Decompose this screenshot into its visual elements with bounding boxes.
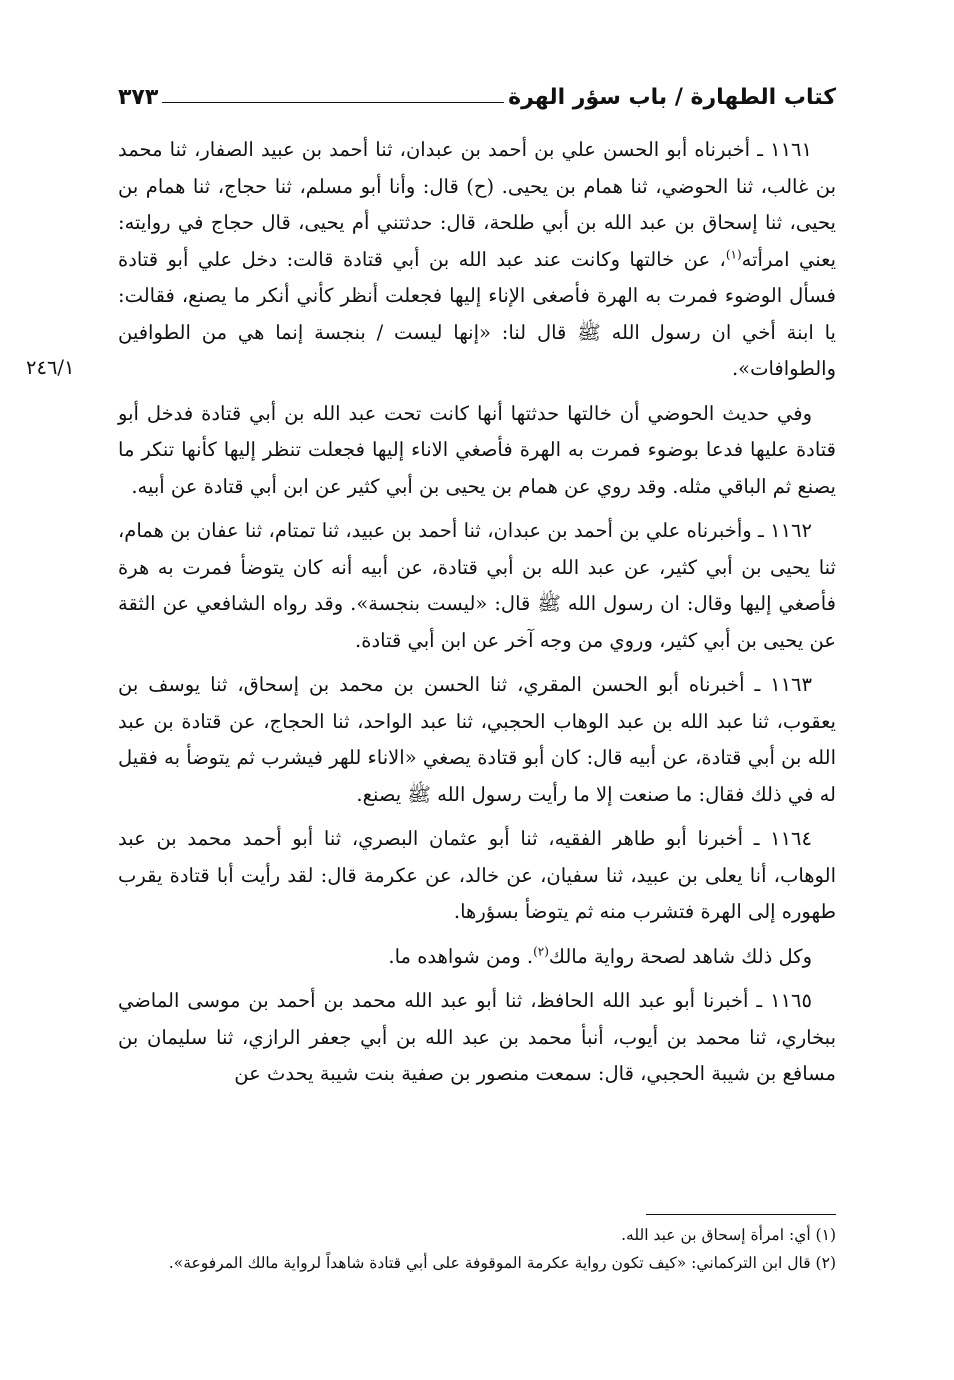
footnote-ref-2[interactable]: (٢)	[533, 944, 549, 958]
chapter-title: كتاب الطهارة / باب سؤر الهرة	[508, 85, 836, 110]
paragraph-shawahid	[118, 939, 836, 976]
footnote-1: (١) أي: امرأة إسحاق بن عبد الله.	[621, 1226, 836, 1244]
footnote-separator	[646, 1214, 836, 1215]
footnotes	[118, 1214, 836, 1277]
shawahid-text: وكل ذلك شاهد لصحة رواية مالك	[548, 944, 812, 968]
hadith-1165: ١١٦٥ ـ أخبرنا أبو عبد الله الحافظ، ثنا أبو عبد الله محمد بن أحمد بن موسى الماضي ببخاري، ثنا محمد بن أيوب، أنبأ محمد بن عبد الله بن أبي جعفر الرازي، ثنا سليمان بن مسافع بن شيبة الحجبي، قال: سمعت منصور بن صفية بنت شيبة يحدث عن	[118, 989, 836, 1085]
footnote-ref-1[interactable]: (١)	[725, 247, 742, 261]
page-number: ٣٧٣	[118, 85, 159, 110]
shawahid-text-cont: . ومن شواهده ما.	[388, 944, 534, 968]
hadith-1164: ١١٦٤ ـ أخبرنا أبو طاهر الفقيه، ثنا أبو عثمان البصري، ثنا أبو أحمد محمد بن عبد الوهاب، أنا يعلى بن عبيد، ثنا سفيان، عن خالد، عن عكرمة قال: لقد رأيت أبا قتادة يقرب طهوره إلى الهرة فتشرب منه ثم يتوضأ بسؤرها.	[118, 827, 836, 923]
hadith-1161	[26, 132, 837, 388]
running-header	[118, 72, 836, 110]
hadith-1161-text-cont: ، عن خالتها وكانت عند عبد الله بن أبي قتادة قالت: دخل علي أبو قتادة فسأل الوضوء فمرت به الهرة فأصغى الإناء إليها فجعلت أنظر كأني أنكر ما يصنع، فقالت: يا ابنة أخي ان رسول الله ﷺ قال لنا: «إنها ليست / بنجسة إنما هي من الطوافين والطوافات».	[118, 247, 836, 380]
paragraph-hawdi: وفي حديث الحوضي أن خالتها حدثتها أنها كانت تحت عبد الله بن أبي قتادة فدخل أبو قتادة عليها فدعا بوضوء فمرت به الهرة فأصغي الاناء إليها فجعلت تنظر إليها كأنها تنكر ما يصنع ثم الباقي مثله. وقد روي عن همام بن يحيى بن أبي كثير عن ابن أبي قتادة عن أبيه.	[118, 401, 836, 498]
footnote-2: (٢) قال ابن التركماني: «كيف تكون رواية عكرمة الموقوفة على أبي قتادة شاهداً لرواية مالك المرفوعة».	[168, 1254, 836, 1272]
hadith-1162: ١١٦٢ ـ وأخبرناه علي بن أحمد بن عبدان، ثنا أحمد بن عبيد، ثنا تمتام، ثنا عفان بن همام، ثنا يحيى بن أبي كثير، عن عبد الله بن أبي قتادة، عن أبيه أنه كان يتوضأ فمرت به هرة فأصغي إليها وقال: ان رسول الله ﷺ قال: «ليست بنجسة». وقد رواه الشافعي عن الثقة عن يحيى بن أبي كثير، وروي من وجه آخر عن ابن أبي قتادة.	[118, 519, 836, 652]
hadith-1163: ١١٦٣ ـ أخبرناه أبو الحسن المقري، ثنا الحسن بن محمد بن إسحاق، ثنا يوسف بن يعقوب، ثنا عبد الله بن عبد الوهاب الحجبي، ثنا عبد الواحد، ثنا الحجاج، عن قتادة بن عبد الله بن أبي قتادة، عن أبيه قال: كان أبو قتادة يصغي «الاناء للهر فيشرب ثم يتوضأ به فقيل له في ذلك فقال: ما صنعت إلا ما رأيت رسول الله ﷺ يصنع.	[118, 673, 836, 806]
hadith-1161-text: ١١٦١ ـ أخبرناه أبو الحسن علي بن أحمد بن عبدان، ثنا أحمد بن عبيد الصفار، ثنا محمد بن غالب، ثنا الحوضي، ثنا همام بن يحيى. (ح) قال: وأنا أبو مسلم، ثنا حجاج، ثنا همام بن يحيى، ثنا إسحاق بن عبد الله بن أبي طلحة، قال: حدثتني أم يحيى، قال حجاج في روايته: يعني امرأته	[118, 138, 837, 271]
page	[26, 72, 837, 1272]
header-rule	[162, 102, 504, 103]
body-text	[26, 132, 837, 1093]
margin-volume-page-ref: ٢٤٦/١	[26, 356, 75, 379]
